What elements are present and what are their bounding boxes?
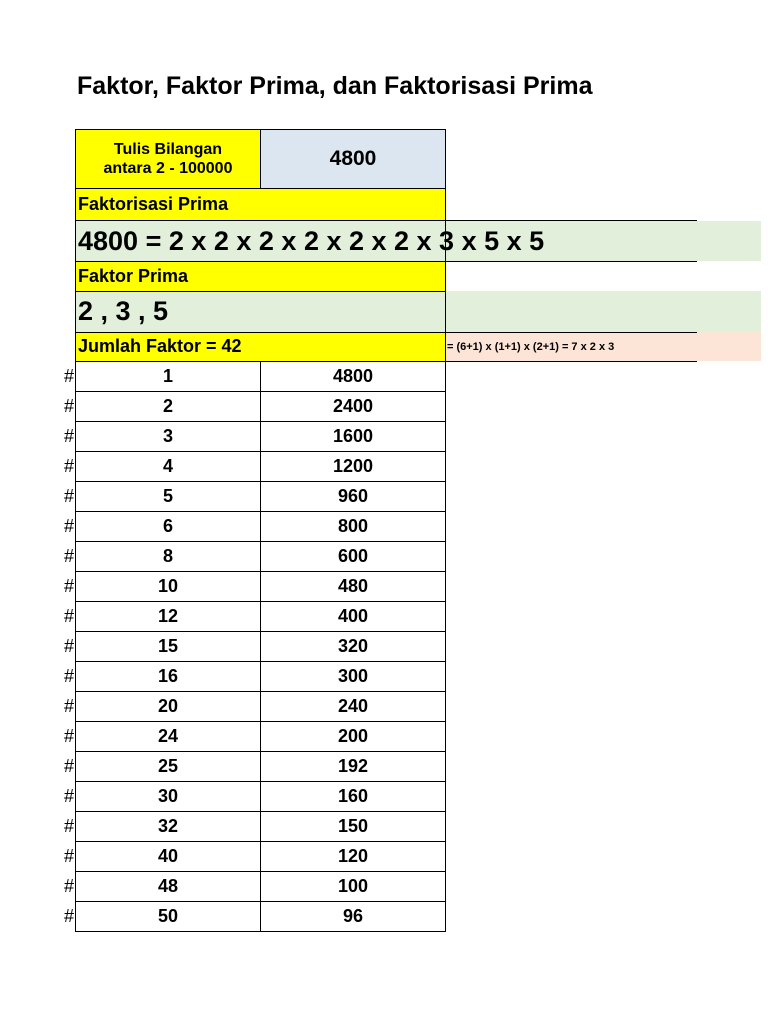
row-marker: #: [63, 426, 74, 446]
cofactor-cell: 200: [260, 721, 446, 752]
factor-cell: 3: [75, 421, 261, 452]
cofactor-cell: 4800: [260, 361, 446, 392]
factorization-label: Faktorisasi Prima: [75, 189, 445, 220]
row-marker: #: [63, 726, 74, 746]
cofactor-cell: 240: [260, 691, 446, 722]
factor-cell: 48: [75, 871, 261, 902]
prime-factors-label: Faktor Prima: [75, 261, 445, 291]
row-marker: #: [63, 906, 74, 926]
row-marker: #: [63, 486, 74, 506]
factor-cell: 16: [75, 661, 261, 692]
input-label-line2: antara 2 - 100000: [103, 160, 233, 177]
cofactor-cell: 2400: [260, 391, 446, 422]
factor-cell: 50: [75, 901, 261, 932]
factorization-value: 4800 = 2 x 2 x 2 x 2 x 2 x 2 x 3 x 5 x 5: [75, 221, 761, 261]
factor-cell: 40: [75, 841, 261, 872]
row-marker: #: [63, 636, 74, 656]
input-label-cell: [75, 129, 261, 189]
factor-cell: 30: [75, 781, 261, 812]
row-marker: #: [63, 546, 74, 566]
cofactor-cell: 1200: [260, 451, 446, 482]
cofactor-cell: 600: [260, 541, 446, 572]
factor-cell: 20: [75, 691, 261, 722]
factor-cell: 8: [75, 541, 261, 572]
row-marker: #: [63, 396, 74, 416]
row-marker: #: [63, 576, 74, 596]
cofactor-cell: 400: [260, 601, 446, 632]
factor-count-formula: = (6+1) x (1+1) x (2+1) = 7 x 2 x 3: [446, 332, 761, 361]
factor-cell: 12: [75, 601, 261, 632]
row-marker: #: [63, 876, 74, 896]
cofactor-cell: 800: [260, 511, 446, 542]
row-marker: #: [63, 696, 74, 716]
cofactor-cell: 320: [260, 631, 446, 662]
factor-cell: 32: [75, 811, 261, 842]
cofactor-cell: 120: [260, 841, 446, 872]
row-marker: #: [63, 366, 74, 386]
cofactor-cell: 160: [260, 781, 446, 812]
row-marker: #: [63, 666, 74, 686]
cofactor-cell: 96: [260, 901, 446, 932]
cofactor-cell: 300: [260, 661, 446, 692]
row-marker: #: [63, 606, 74, 626]
input-label-line1: Tulis Bilangan: [113, 141, 223, 158]
cofactor-cell: 100: [260, 871, 446, 902]
factor-cell: 5: [75, 481, 261, 512]
cofactor-cell: 192: [260, 751, 446, 782]
factor-cell: 10: [75, 571, 261, 602]
page-title: Faktor, Faktor Prima, dan Faktorisasi Prima: [77, 72, 593, 100]
row-marker: #: [63, 786, 74, 806]
factor-cell: 15: [75, 631, 261, 662]
factor-cell: 1: [75, 361, 261, 392]
factor-cell: 2: [75, 391, 261, 422]
cofactor-cell: 960: [260, 481, 446, 512]
factor-cell: 25: [75, 751, 261, 782]
factor-cell: 24: [75, 721, 261, 752]
factor-cell: 4: [75, 451, 261, 482]
row-marker: #: [63, 816, 74, 836]
row-marker: #: [63, 756, 74, 776]
prime-factors-value: 2 , 3 , 5: [75, 291, 761, 332]
row-marker: #: [63, 846, 74, 866]
cofactor-cell: 150: [260, 811, 446, 842]
cofactor-cell: 1600: [260, 421, 446, 452]
row-marker: #: [63, 456, 74, 476]
number-input-value: 4800: [329, 147, 377, 170]
row-marker: #: [63, 516, 74, 536]
factor-cell: 6: [75, 511, 261, 542]
cofactor-cell: 480: [260, 571, 446, 602]
factor-count-label: Jumlah Faktor = 42: [75, 332, 445, 361]
number-input-cell[interactable]: [260, 129, 446, 189]
